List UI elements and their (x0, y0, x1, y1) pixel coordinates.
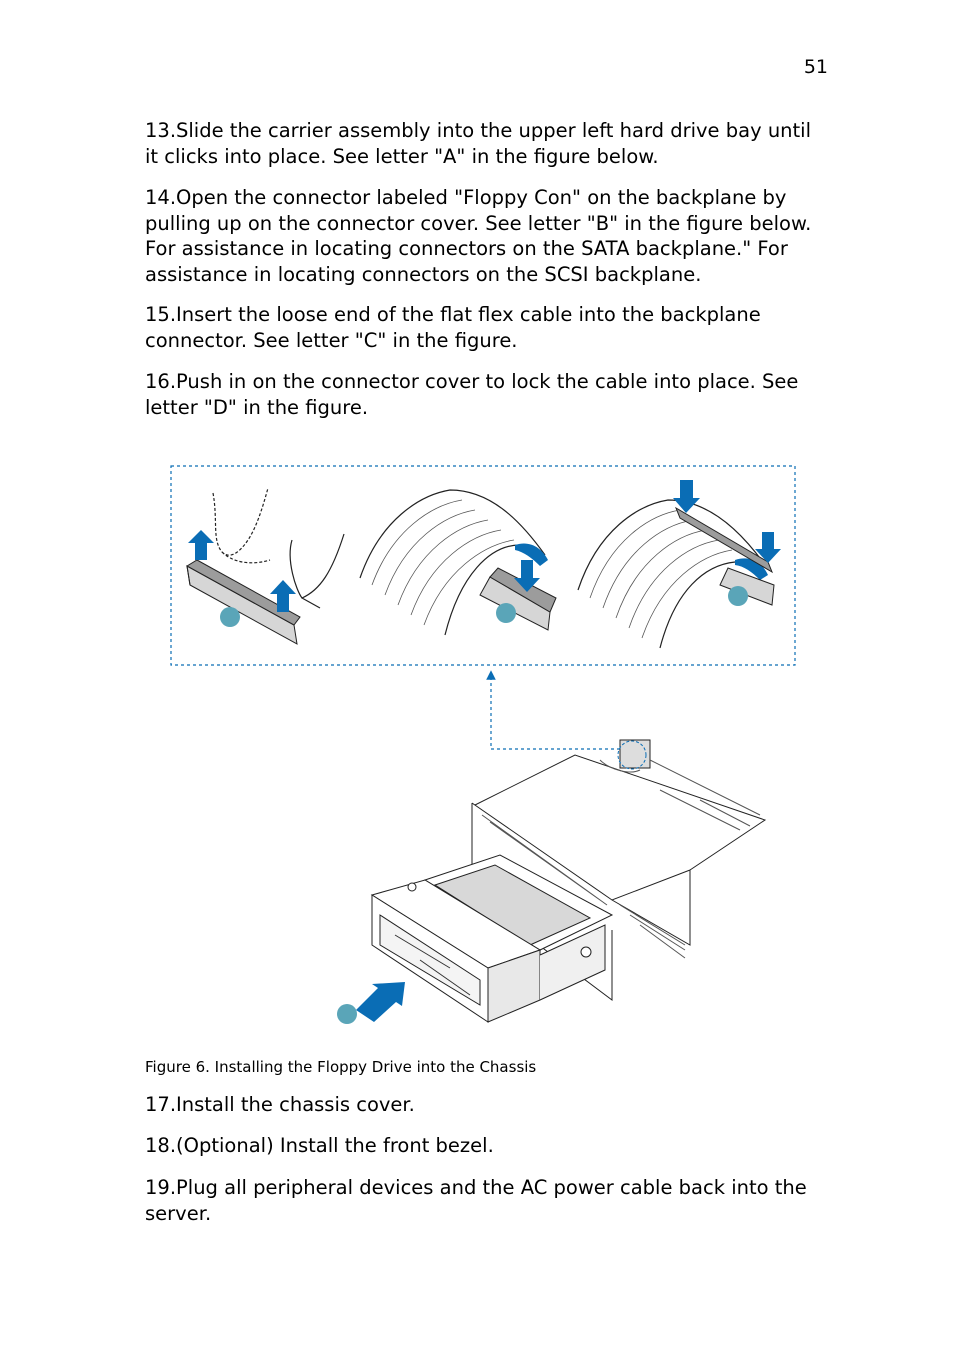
panel-lock-cover (578, 480, 781, 648)
step-marker (496, 603, 516, 623)
step-marker (337, 1004, 357, 1024)
panel-insert-cable (360, 490, 556, 635)
page-number: 51 (803, 56, 828, 78)
floppy-carrier (372, 855, 612, 1022)
panel-open-connector (187, 488, 344, 644)
step-18: 18.(Optional) Install the front bezel. (145, 1134, 494, 1157)
step-15: 15.Insert the loose end of the flat flex cable into the backplane connector. See letter "C" in the figure. (145, 303, 761, 352)
step-marker (220, 607, 240, 627)
leader-line (491, 675, 620, 749)
step-marker (728, 586, 748, 606)
insert-arrow-icon (356, 982, 405, 1022)
step-17: 17.Install the chassis cover. (145, 1093, 415, 1116)
step-19: 19.Plug all peripheral devices and the AC power cable back into the server. (145, 1176, 807, 1225)
step-16: 16.Push in on the connector cover to lock the cable into place. See letter "D" in the figure. (145, 370, 799, 419)
step-13: 13.Slide the carrier assembly into the upper left hard drive bay until it clicks into place. See letter "A" in the figure below. (145, 119, 812, 168)
figure-caption: Figure 6. Installing the Floppy Drive into the Chassis (145, 1058, 537, 1076)
detail-callout-box (171, 466, 795, 665)
up-arrow-icon (188, 530, 214, 560)
step-14: 14.Open the connector labeled "Floppy Con" on the backplane by pulling up on the connector cover. See letter "B" in the figure below. For assistance in locating connectors on the SATA backplane." For assistance in locating connectors on the SCSI backplane. (145, 186, 812, 286)
